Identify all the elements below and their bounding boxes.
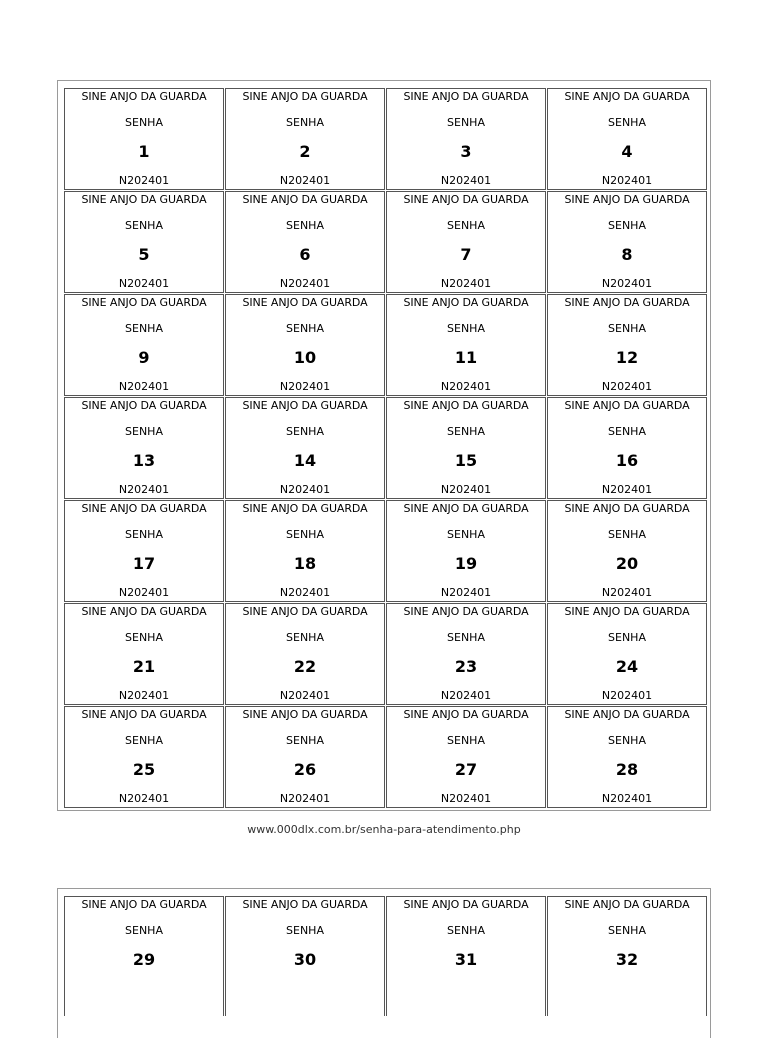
ticket-number: 18 — [293, 554, 317, 573]
ticket-card — [547, 397, 707, 499]
ticket-label: SENHA — [286, 631, 324, 644]
ticket-code: N202401 — [279, 277, 331, 290]
ticket-number: 7 — [460, 245, 472, 264]
ticket-code: N202401 — [601, 586, 653, 599]
ticket-title: SINE ANJO DA GUARDA — [564, 296, 690, 309]
ticket-code: N202401 — [279, 792, 331, 805]
ticket-label: SENHA — [608, 924, 646, 937]
ticket-code: N202401 — [601, 689, 653, 702]
ticket-label: SENHA — [447, 528, 485, 541]
ticket-code: N202401 — [279, 380, 331, 393]
ticket-number: 6 — [299, 245, 311, 264]
ticket-label: SENHA — [608, 528, 646, 541]
ticket-number: 28 — [615, 760, 639, 779]
ticket-code: N202401 — [440, 586, 492, 599]
ticket-card — [386, 88, 546, 190]
ticket-label: SENHA — [125, 219, 163, 232]
ticket-number: 20 — [615, 554, 639, 573]
ticket-label: SENHA — [608, 322, 646, 335]
ticket-card — [386, 500, 546, 602]
ticket-number: 21 — [132, 657, 156, 676]
ticket-number: 24 — [615, 657, 639, 676]
ticket-title: SINE ANJO DA GUARDA — [564, 502, 690, 515]
ticket-code: N202401 — [601, 380, 653, 393]
ticket-title: SINE ANJO DA GUARDA — [242, 399, 368, 412]
ticket-code: N202401 — [440, 792, 492, 805]
ticket-label: SENHA — [125, 116, 163, 129]
ticket-label: SENHA — [125, 425, 163, 438]
ticket-label: SENHA — [608, 425, 646, 438]
footer-url: www.000dlx.com.br/senha-para-atendimento.php — [247, 823, 521, 836]
ticket-grid — [64, 896, 707, 999]
ticket-number: 19 — [454, 554, 478, 573]
ticket-card — [64, 706, 224, 808]
ticket-title: SINE ANJO DA GUARDA — [403, 708, 529, 721]
ticket-label: SENHA — [447, 219, 485, 232]
ticket-card — [225, 191, 385, 293]
ticket-label: SENHA — [125, 528, 163, 541]
ticket-card — [225, 603, 385, 705]
ticket-number: 31 — [454, 950, 478, 969]
ticket-number: 14 — [293, 451, 317, 470]
ticket-card — [547, 706, 707, 808]
ticket-title: SINE ANJO DA GUARDA — [242, 296, 368, 309]
ticket-number: 4 — [621, 142, 633, 161]
ticket-card — [64, 397, 224, 499]
ticket-code: N202401 — [601, 174, 653, 187]
ticket-label: SENHA — [125, 924, 163, 937]
ticket-number: 9 — [138, 348, 150, 367]
ticket-title: SINE ANJO DA GUARDA — [81, 193, 207, 206]
ticket-label: SENHA — [286, 924, 324, 937]
ticket-number: 8 — [621, 245, 633, 264]
ticket-number: 27 — [454, 760, 478, 779]
ticket-title: SINE ANJO DA GUARDA — [403, 898, 529, 911]
ticket-title: SINE ANJO DA GUARDA — [564, 193, 690, 206]
ticket-card — [64, 191, 224, 293]
ticket-label: SENHA — [608, 219, 646, 232]
ticket-grid — [64, 88, 707, 809]
ticket-code: N202401 — [118, 277, 170, 290]
ticket-code: N202401 — [440, 380, 492, 393]
ticket-card — [386, 397, 546, 499]
ticket-card — [547, 88, 707, 190]
ticket-label: SENHA — [608, 631, 646, 644]
ticket-label: SENHA — [447, 322, 485, 335]
ticket-title: SINE ANJO DA GUARDA — [564, 399, 690, 412]
ticket-label: SENHA — [125, 734, 163, 747]
ticket-code: N202401 — [601, 483, 653, 496]
ticket-card — [547, 603, 707, 705]
ticket-number: 12 — [615, 348, 639, 367]
ticket-label: SENHA — [125, 631, 163, 644]
ticket-number: 26 — [293, 760, 317, 779]
ticket-title: SINE ANJO DA GUARDA — [564, 708, 690, 721]
ticket-label: SENHA — [447, 631, 485, 644]
ticket-title: SINE ANJO DA GUARDA — [81, 296, 207, 309]
ticket-label: SENHA — [447, 116, 485, 129]
ticket-card — [386, 896, 546, 1016]
ticket-card — [64, 603, 224, 705]
ticket-label: SENHA — [286, 322, 324, 335]
ticket-number: 2 — [299, 142, 311, 161]
ticket-title: SINE ANJO DA GUARDA — [242, 708, 368, 721]
ticket-number: 32 — [615, 950, 639, 969]
ticket-card — [225, 88, 385, 190]
ticket-code: N202401 — [440, 277, 492, 290]
ticket-card — [547, 294, 707, 396]
ticket-code: N202401 — [601, 792, 653, 805]
ticket-card — [547, 500, 707, 602]
ticket-label: SENHA — [608, 116, 646, 129]
ticket-title: SINE ANJO DA GUARDA — [81, 90, 207, 103]
ticket-number: 17 — [132, 554, 156, 573]
ticket-code: N202401 — [118, 380, 170, 393]
ticket-card — [225, 896, 385, 1016]
ticket-code: N202401 — [279, 483, 331, 496]
ticket-title: SINE ANJO DA GUARDA — [242, 502, 368, 515]
ticket-code: N202401 — [118, 174, 170, 187]
ticket-title: SINE ANJO DA GUARDA — [81, 605, 207, 618]
ticket-title: SINE ANJO DA GUARDA — [242, 605, 368, 618]
ticket-card — [225, 500, 385, 602]
ticket-label: SENHA — [447, 425, 485, 438]
ticket-code: N202401 — [279, 174, 331, 187]
ticket-code: N202401 — [440, 174, 492, 187]
ticket-title: SINE ANJO DA GUARDA — [564, 605, 690, 618]
ticket-title: SINE ANJO DA GUARDA — [403, 605, 529, 618]
ticket-number: 13 — [132, 451, 156, 470]
ticket-title: SINE ANJO DA GUARDA — [403, 193, 529, 206]
ticket-code: N202401 — [440, 483, 492, 496]
ticket-code: N202401 — [279, 586, 331, 599]
ticket-code: N202401 — [601, 277, 653, 290]
ticket-title: SINE ANJO DA GUARDA — [81, 502, 207, 515]
ticket-title: SINE ANJO DA GUARDA — [403, 90, 529, 103]
ticket-label: SENHA — [608, 734, 646, 747]
ticket-card — [547, 191, 707, 293]
ticket-card — [64, 294, 224, 396]
ticket-card — [225, 706, 385, 808]
ticket-number: 5 — [138, 245, 150, 264]
ticket-sheet-2 — [57, 888, 711, 1038]
ticket-title: SINE ANJO DA GUARDA — [403, 296, 529, 309]
ticket-title: SINE ANJO DA GUARDA — [242, 193, 368, 206]
ticket-number: 15 — [454, 451, 478, 470]
ticket-label: SENHA — [286, 528, 324, 541]
ticket-title: SINE ANJO DA GUARDA — [242, 898, 368, 911]
ticket-title: SINE ANJO DA GUARDA — [403, 399, 529, 412]
ticket-number: 29 — [132, 950, 156, 969]
ticket-title: SINE ANJO DA GUARDA — [564, 898, 690, 911]
ticket-card — [386, 191, 546, 293]
ticket-card — [64, 88, 224, 190]
ticket-card — [225, 294, 385, 396]
ticket-number: 1 — [138, 142, 150, 161]
ticket-number: 3 — [460, 142, 472, 161]
ticket-title: SINE ANJO DA GUARDA — [81, 708, 207, 721]
ticket-number: 22 — [293, 657, 317, 676]
ticket-label: SENHA — [286, 116, 324, 129]
ticket-card — [64, 500, 224, 602]
ticket-sheet-1 — [57, 80, 711, 811]
ticket-number: 10 — [293, 348, 317, 367]
ticket-card — [547, 896, 707, 1016]
ticket-label: SENHA — [286, 425, 324, 438]
ticket-title: SINE ANJO DA GUARDA — [81, 399, 207, 412]
ticket-card — [386, 706, 546, 808]
ticket-card — [386, 603, 546, 705]
ticket-title: SINE ANJO DA GUARDA — [564, 90, 690, 103]
ticket-title: SINE ANJO DA GUARDA — [81, 898, 207, 911]
ticket-card — [64, 896, 224, 1016]
ticket-number: 25 — [132, 760, 156, 779]
ticket-card — [386, 294, 546, 396]
ticket-label: SENHA — [447, 734, 485, 747]
ticket-card — [225, 397, 385, 499]
ticket-label: SENHA — [286, 734, 324, 747]
ticket-number: 11 — [454, 348, 478, 367]
ticket-label: SENHA — [125, 322, 163, 335]
ticket-title: SINE ANJO DA GUARDA — [242, 90, 368, 103]
ticket-code: N202401 — [118, 792, 170, 805]
ticket-label: SENHA — [447, 924, 485, 937]
ticket-number: 16 — [615, 451, 639, 470]
ticket-label: SENHA — [286, 219, 324, 232]
ticket-code: N202401 — [440, 689, 492, 702]
ticket-code: N202401 — [118, 483, 170, 496]
ticket-number: 23 — [454, 657, 478, 676]
ticket-title: SINE ANJO DA GUARDA — [403, 502, 529, 515]
ticket-code: N202401 — [279, 689, 331, 702]
ticket-code: N202401 — [118, 689, 170, 702]
ticket-number: 30 — [293, 950, 317, 969]
ticket-code: N202401 — [118, 586, 170, 599]
